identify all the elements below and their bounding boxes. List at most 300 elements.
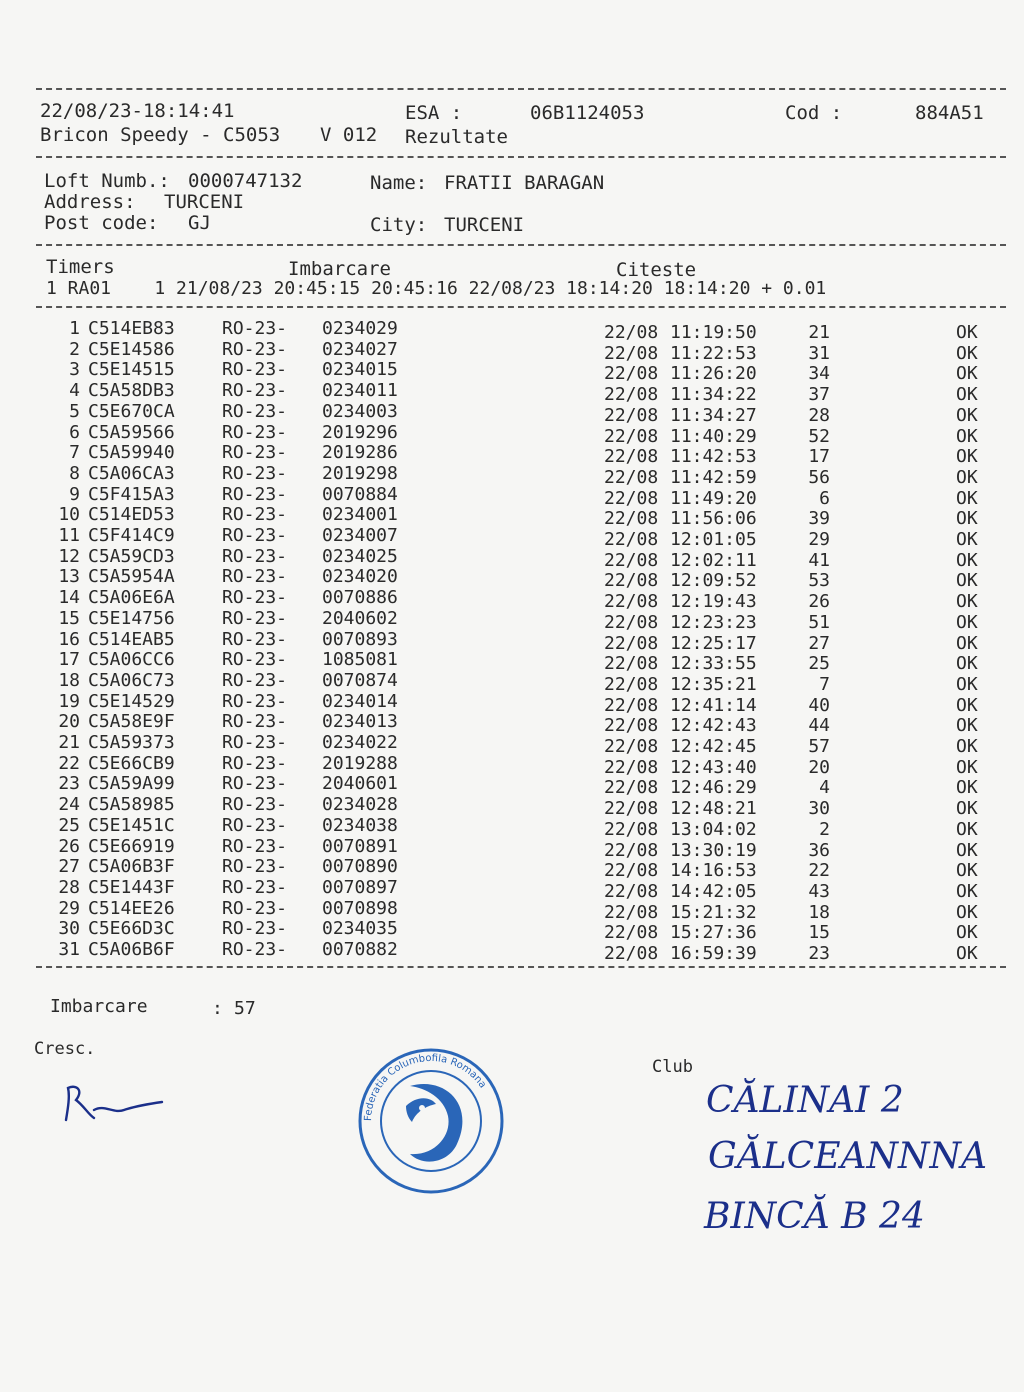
cell-rank: 2 — [69, 338, 80, 360]
cell-seq: 29 — [808, 529, 830, 550]
cell-status: OK — [956, 570, 978, 592]
cell-seq: 56 — [808, 466, 830, 488]
table-row — [0, 483, 1024, 509]
cell-date: 22/08 — [604, 549, 659, 571]
cell-seq: 41 — [808, 549, 830, 571]
table-row — [0, 421, 1024, 447]
loft-number: 0000747132 — [188, 170, 303, 192]
table-row — [0, 525, 1024, 550]
divider — [36, 244, 1006, 246]
cell-rank: 5 — [69, 400, 80, 422]
cell-seq: 40 — [808, 694, 830, 716]
cell-prefix: RO-23- — [222, 338, 288, 360]
cell-ring: C514EE26 — [88, 897, 175, 919]
cell-status: OK — [956, 694, 978, 716]
citeste-header: Citeste — [616, 259, 697, 281]
cell-seq: 57 — [808, 736, 830, 757]
cell-rank: 27 — [58, 856, 80, 878]
cell-prefix: RO-23- — [222, 835, 288, 857]
cell-time: 12:48:21 — [670, 798, 757, 820]
cell-prefix: RO-23- — [222, 566, 288, 588]
cell-time: 12:19:43 — [670, 591, 757, 613]
table-row — [0, 504, 1024, 530]
cell-number: 0070890 — [322, 856, 398, 878]
table-row — [0, 628, 1024, 654]
cell-number: 0234013 — [322, 711, 398, 733]
cell-number: 2019296 — [322, 421, 398, 443]
timers-label: Timers — [46, 256, 115, 278]
cell-time: 13:30:19 — [670, 839, 757, 861]
cell-status: OK — [956, 901, 978, 923]
cell-rank: 19 — [58, 690, 80, 712]
cell-rank: 18 — [58, 669, 80, 691]
cell-ring: C5E66D3C — [88, 918, 175, 940]
table-row — [0, 794, 1024, 820]
cell-prefix: RO-23- — [222, 380, 288, 402]
divider — [36, 966, 1006, 968]
table-row — [0, 318, 1024, 343]
cell-date: 22/08 — [604, 818, 659, 840]
table-row — [0, 732, 1024, 757]
cell-prefix: RO-23- — [222, 442, 288, 464]
postcode-value: GJ — [188, 212, 211, 234]
esa-value: 06B1124053 — [530, 102, 645, 124]
cell-time: 11:56:06 — [670, 508, 757, 530]
table-row — [0, 814, 1024, 840]
cell-seq: 39 — [808, 508, 830, 530]
cell-status: OK — [956, 798, 978, 820]
cell-seq: 31 — [808, 342, 830, 364]
table-row — [0, 607, 1024, 633]
cell-date: 22/08 — [604, 901, 659, 923]
cell-ring: C5A59A99 — [88, 773, 175, 795]
device-version: V 012 — [320, 124, 378, 146]
cell-seq: 18 — [808, 901, 830, 923]
cell-ring: C5A59566 — [88, 421, 175, 443]
cell-number: 0070886 — [322, 587, 398, 609]
cell-rank: 28 — [58, 876, 80, 898]
cell-date: 22/08 — [604, 798, 659, 820]
imbarcare-total-sep: : — [212, 998, 223, 1019]
cell-time: 12:46:29 — [670, 777, 757, 799]
cell-number: 2019288 — [322, 752, 398, 774]
cell-number: 0070893 — [322, 628, 398, 650]
cell-rank: 20 — [58, 711, 80, 733]
cell-ring: C514EAB5 — [88, 628, 175, 650]
cell-number: 2019286 — [322, 442, 398, 464]
table-row — [0, 566, 1024, 592]
cell-seq: 27 — [808, 632, 830, 654]
cell-date: 22/08 — [604, 466, 659, 488]
cell-status: OK — [956, 736, 978, 757]
cell-ring: C5A59CD3 — [88, 545, 175, 567]
divider — [36, 156, 1006, 158]
table-row — [0, 587, 1024, 613]
cell-prefix: RO-23- — [222, 711, 288, 733]
cell-time: 12:25:17 — [670, 632, 757, 654]
cell-status: OK — [956, 487, 978, 509]
cell-prefix: RO-23- — [222, 483, 288, 505]
cell-status: OK — [956, 322, 978, 343]
cell-number: 2040602 — [322, 607, 398, 629]
cell-date: 22/08 — [604, 860, 659, 882]
cell-time: 11:49:20 — [670, 487, 757, 509]
cell-seq: 6 — [819, 487, 830, 509]
cell-rank: 25 — [58, 814, 80, 836]
cell-prefix: RO-23- — [222, 794, 288, 816]
cell-number: 0234029 — [322, 318, 398, 339]
cell-seq: 21 — [808, 322, 830, 343]
signature — [58, 1080, 178, 1130]
cell-number: 0234022 — [322, 732, 398, 753]
cell-rank: 1 — [69, 318, 80, 339]
cell-time: 12:35:21 — [670, 673, 757, 695]
table-row — [0, 338, 1024, 364]
table-row — [0, 773, 1024, 799]
table-row — [0, 442, 1024, 468]
postcode-label: Post code: — [44, 212, 159, 234]
cell-prefix: RO-23- — [222, 628, 288, 650]
cell-ring: C5A5954A — [88, 566, 175, 588]
cell-status: OK — [956, 922, 978, 944]
cell-rank: 14 — [58, 587, 80, 609]
cell-time: 12:02:11 — [670, 549, 757, 571]
cell-date: 22/08 — [604, 404, 659, 426]
cell-seq: 26 — [808, 591, 830, 613]
cell-date: 22/08 — [604, 342, 659, 364]
cell-status: OK — [956, 632, 978, 654]
cell-date: 22/08 — [604, 322, 659, 343]
table-row — [0, 359, 1024, 385]
cell-prefix: RO-23- — [222, 690, 288, 712]
cell-rank: 23 — [58, 773, 80, 795]
cell-date: 22/08 — [604, 487, 659, 509]
cell-number: 0070882 — [322, 939, 398, 960]
cell-date: 22/08 — [604, 715, 659, 737]
cell-rank: 3 — [69, 359, 80, 381]
cell-rank: 21 — [58, 732, 80, 753]
cell-status: OK — [956, 591, 978, 613]
cell-seq: 37 — [808, 384, 830, 406]
cell-ring: C5A06B3F — [88, 856, 175, 878]
cell-status: OK — [956, 508, 978, 530]
cell-prefix: RO-23- — [222, 545, 288, 567]
cell-rank: 10 — [58, 504, 80, 526]
cell-seq: 53 — [808, 570, 830, 592]
cell-number: 0070884 — [322, 483, 398, 505]
cell-ring: C5A59373 — [88, 732, 175, 753]
cell-status: OK — [956, 673, 978, 695]
print-datetime: 22/08/23-18:14:41 — [40, 100, 235, 122]
cell-status: OK — [956, 818, 978, 840]
cell-date: 22/08 — [604, 943, 659, 964]
cell-date: 22/08 — [604, 446, 659, 468]
imbarcare-header: Imbarcare — [288, 258, 391, 280]
cell-ring: C5A06CC6 — [88, 649, 175, 671]
cell-status: OK — [956, 384, 978, 406]
table-row — [0, 856, 1024, 882]
cell-time: 11:22:53 — [670, 342, 757, 364]
cell-seq: 20 — [808, 756, 830, 778]
cell-rank: 7 — [69, 442, 80, 464]
cell-ring: C5A06B6F — [88, 939, 175, 960]
cell-time: 12:09:52 — [670, 570, 757, 592]
cell-ring: C5E66CB9 — [88, 752, 175, 774]
cell-prefix: RO-23- — [222, 400, 288, 422]
cell-rank: 24 — [58, 794, 80, 816]
cell-ring: C5A58985 — [88, 794, 175, 816]
cell-ring: C5E14515 — [88, 359, 175, 381]
cell-time: 15:27:36 — [670, 922, 757, 944]
cell-status: OK — [956, 611, 978, 633]
cell-time: 11:34:22 — [670, 384, 757, 406]
cell-ring: C5A58DB3 — [88, 380, 175, 402]
cell-status: OK — [956, 777, 978, 799]
table-row — [0, 835, 1024, 861]
cell-prefix: RO-23- — [222, 669, 288, 691]
cell-date: 22/08 — [604, 363, 659, 385]
table-row — [0, 462, 1024, 488]
cell-number: 0234007 — [322, 525, 398, 546]
table-row — [0, 380, 1024, 406]
cell-number: 0234020 — [322, 566, 398, 588]
cell-ring: C5E14756 — [88, 607, 175, 629]
table-row — [0, 400, 1024, 426]
handwritten-club-line-3: BINCĂ B 24 — [704, 1196, 925, 1237]
cell-rank: 26 — [58, 835, 80, 857]
cell-status: OK — [956, 529, 978, 550]
cell-ring: C5E670CA — [88, 400, 175, 422]
cell-time: 14:42:05 — [670, 880, 757, 902]
cell-time: 12:23:23 — [670, 611, 757, 633]
cell-seq: 22 — [808, 860, 830, 882]
table-row — [0, 752, 1024, 778]
address-label: Address: — [44, 191, 136, 213]
cell-date: 22/08 — [604, 425, 659, 447]
cell-ring: C514EB83 — [88, 318, 175, 339]
cell-prefix: RO-23- — [222, 504, 288, 526]
cell-ring: C5E1443F — [88, 876, 175, 898]
cell-number: 0070874 — [322, 669, 398, 691]
cell-status: OK — [956, 549, 978, 571]
cell-date: 22/08 — [604, 529, 659, 550]
cell-rank: 16 — [58, 628, 80, 650]
handwritten-club-line-2: GĂLCEANNNA — [708, 1136, 987, 1177]
cell-rank: 13 — [58, 566, 80, 588]
cell-date: 22/08 — [604, 839, 659, 861]
cell-time: 14:16:53 — [670, 860, 757, 882]
cell-time: 11:34:27 — [670, 404, 757, 426]
cell-date: 22/08 — [604, 632, 659, 654]
cell-seq: 34 — [808, 363, 830, 385]
cell-status: OK — [956, 342, 978, 364]
divider — [36, 88, 1006, 90]
cell-number: 0234035 — [322, 918, 398, 940]
cell-status: OK — [956, 756, 978, 778]
cell-ring: C5E14586 — [88, 338, 175, 360]
cell-date: 22/08 — [604, 673, 659, 695]
cod-label: Cod : — [785, 102, 843, 124]
device-name: Bricon Speedy - C5053 — [40, 124, 281, 146]
cell-number: 0234003 — [322, 400, 398, 422]
cell-time: 12:42:45 — [670, 736, 757, 757]
cell-prefix: RO-23- — [222, 525, 288, 546]
cell-ring: C5A06E6A — [88, 587, 175, 609]
cell-number: 2019298 — [322, 462, 398, 484]
cell-time: 12:41:14 — [670, 694, 757, 716]
cell-seq: 36 — [808, 839, 830, 861]
cell-time: 11:19:50 — [670, 322, 757, 343]
cell-rank: 29 — [58, 897, 80, 919]
table-row — [0, 649, 1024, 675]
loft-name: FRATII BARAGAN — [444, 172, 605, 194]
cell-date: 22/08 — [604, 591, 659, 613]
cell-seq: 2 — [819, 818, 830, 840]
cell-prefix: RO-23- — [222, 897, 288, 919]
cell-seq: 15 — [808, 922, 830, 944]
table-row — [0, 545, 1024, 571]
cell-seq: 43 — [808, 880, 830, 902]
cell-date: 22/08 — [604, 611, 659, 633]
cell-prefix: RO-23- — [222, 732, 288, 753]
cell-status: OK — [956, 860, 978, 882]
cell-rank: 17 — [58, 649, 80, 671]
cell-date: 22/08 — [604, 384, 659, 406]
imbarcare-total-label: Imbarcare — [50, 996, 148, 1017]
cell-ring: C5E66919 — [88, 835, 175, 857]
cell-rank: 30 — [58, 918, 80, 940]
cell-date: 22/08 — [604, 570, 659, 592]
cell-number: 0070897 — [322, 876, 398, 898]
cell-status: OK — [956, 943, 978, 964]
cell-date: 22/08 — [604, 756, 659, 778]
cell-number: 0234038 — [322, 814, 398, 836]
cell-rank: 6 — [69, 421, 80, 443]
cell-rank: 4 — [69, 380, 80, 402]
cell-time: 11:42:59 — [670, 466, 757, 488]
cell-prefix: RO-23- — [222, 773, 288, 795]
cresc-label: Cresc. — [34, 1039, 96, 1059]
cell-ring: C5E1451C — [88, 814, 175, 836]
cell-number: 0234001 — [322, 504, 398, 526]
cell-seq: 7 — [819, 673, 830, 695]
cell-ring: C5A59940 — [88, 442, 175, 464]
cell-ring: C5F414C9 — [88, 525, 175, 546]
table-row — [0, 711, 1024, 737]
cell-time: 11:40:29 — [670, 425, 757, 447]
cell-date: 22/08 — [604, 922, 659, 944]
cell-number: 1085081 — [322, 649, 398, 671]
cell-status: OK — [956, 363, 978, 385]
cell-number: 0234015 — [322, 359, 398, 381]
cell-seq: 44 — [808, 715, 830, 737]
cell-rank: 22 — [58, 752, 80, 774]
cell-ring: C514ED53 — [88, 504, 175, 526]
cell-rank: 12 — [58, 545, 80, 567]
table-row — [0, 939, 1024, 964]
svg-text:Federatia Columbofila Romana: Federatia Columbofila Romana — [362, 1052, 489, 1122]
cell-status: OK — [956, 446, 978, 468]
cell-prefix: RO-23- — [222, 421, 288, 443]
cell-date: 22/08 — [604, 777, 659, 799]
table-row — [0, 690, 1024, 716]
cell-seq: 30 — [808, 798, 830, 820]
cell-date: 22/08 — [604, 653, 659, 675]
cell-rank: 8 — [69, 462, 80, 484]
cell-prefix: RO-23- — [222, 587, 288, 609]
cell-prefix: RO-23- — [222, 752, 288, 774]
cell-time: 13:04:02 — [670, 818, 757, 840]
cell-prefix: RO-23- — [222, 876, 288, 898]
cell-seq: 51 — [808, 611, 830, 633]
cell-time: 12:33:55 — [670, 653, 757, 675]
handwritten-club-line-1: CĂLINAI 2 — [706, 1080, 904, 1121]
cell-date: 22/08 — [604, 880, 659, 902]
cell-seq: 25 — [808, 653, 830, 675]
cell-rank: 11 — [58, 525, 80, 546]
club-stamp-seal — [356, 1046, 506, 1196]
cell-rank: 9 — [69, 483, 80, 505]
cell-status: OK — [956, 653, 978, 675]
cell-rank: 15 — [58, 607, 80, 629]
cell-status: OK — [956, 715, 978, 737]
cell-seq: 17 — [808, 446, 830, 468]
cell-status: OK — [956, 839, 978, 861]
cell-prefix: RO-23- — [222, 462, 288, 484]
cell-time: 12:43:40 — [670, 756, 757, 778]
cell-time: 15:21:32 — [670, 901, 757, 923]
cell-ring: C5E14529 — [88, 690, 175, 712]
esa-label: ESA : — [405, 102, 463, 124]
cell-ring: C5A06CA3 — [88, 462, 175, 484]
table-row — [0, 918, 1024, 944]
cell-status: OK — [956, 425, 978, 447]
cell-status: OK — [956, 404, 978, 426]
table-row — [0, 897, 1024, 923]
cell-rank: 31 — [58, 939, 80, 960]
cell-time: 16:59:39 — [670, 943, 757, 964]
cell-time: 11:26:20 — [670, 363, 757, 385]
cell-status: OK — [956, 466, 978, 488]
cell-seq: 52 — [808, 425, 830, 447]
cell-prefix: RO-23- — [222, 856, 288, 878]
cell-prefix: RO-23- — [222, 649, 288, 671]
cell-prefix: RO-23- — [222, 814, 288, 836]
cell-time: 11:42:53 — [670, 446, 757, 468]
cell-time: 12:42:43 — [670, 715, 757, 737]
imbarcare-total-value: 57 — [234, 998, 256, 1019]
cell-number: 2040601 — [322, 773, 398, 795]
table-row — [0, 669, 1024, 695]
timer-line: 1 RA01 1 21/08/23 20:45:15 20:45:16 22/08/23 18:14:20 18:14:20 + 0.01 — [46, 278, 827, 299]
cell-seq: 23 — [808, 943, 830, 964]
cell-seq: 4 — [819, 777, 830, 799]
cell-prefix: RO-23- — [222, 318, 288, 339]
cell-number: 0234027 — [322, 338, 398, 360]
report-title: Rezultate — [405, 126, 508, 148]
cell-number: 0234011 — [322, 380, 398, 402]
city-value: TURCENI — [444, 214, 525, 236]
loft-number-label: Loft Numb.: — [44, 170, 170, 192]
cell-ring: C5A58E9F — [88, 711, 175, 733]
divider — [36, 306, 1006, 308]
cell-number: 0070891 — [322, 835, 398, 857]
cell-number: 0070898 — [322, 897, 398, 919]
cell-seq: 28 — [808, 404, 830, 426]
cell-ring: C5F415A3 — [88, 483, 175, 505]
city-label: City: — [370, 214, 428, 236]
cell-number: 0234025 — [322, 545, 398, 567]
